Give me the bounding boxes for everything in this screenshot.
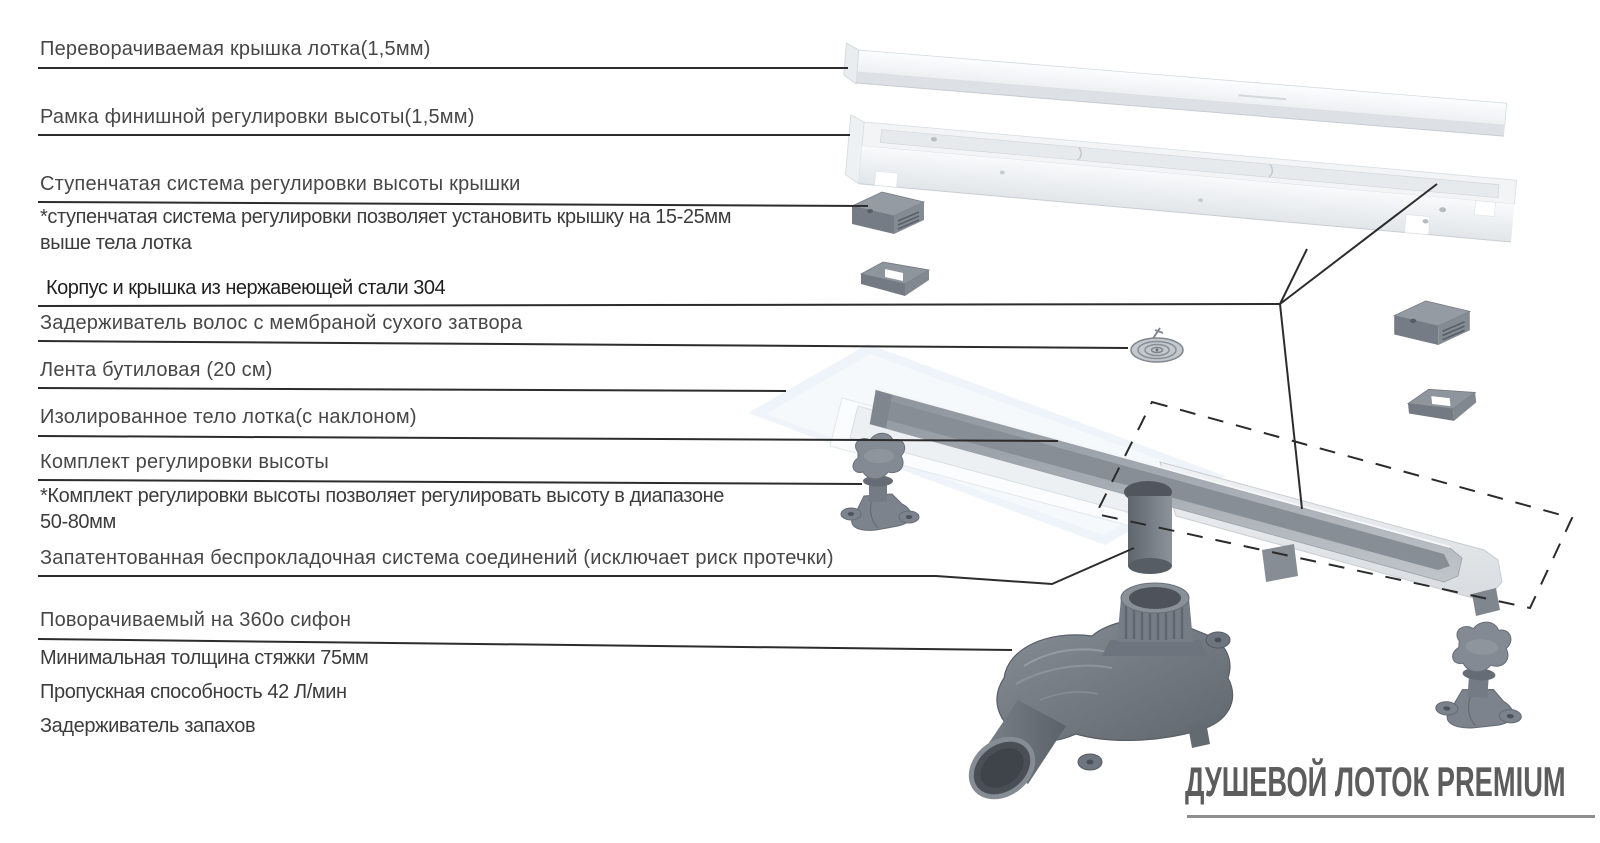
label-finish-frame: Рамка финишной регулировки высоты(1,5мм) xyxy=(40,106,475,128)
adjustment-frame-illustration xyxy=(845,115,1517,242)
label-gasketless-system: Запатентованная беспрокладочная система соединений (исключает риск протечки) xyxy=(40,547,834,569)
step-clip-illustration xyxy=(852,192,924,234)
spec-screed-thickness: Минимальная толщина стяжки 75мм xyxy=(40,647,369,669)
note-height-kit: *Комплект регулировки высоты позволяет регулировать высоту в диапазоне 50-80мм xyxy=(40,485,724,533)
spec-flow-capacity: Пропускная способность 42 Л/мин xyxy=(40,681,347,703)
step-clip-illustration xyxy=(1394,301,1470,345)
label-hair-catcher: Задерживатель волос с мембраной сухого затвора xyxy=(40,312,523,334)
leader-hair-catcher xyxy=(38,341,1128,348)
height-adjustment-foot-illustration xyxy=(1435,619,1528,731)
label-siphon-360: Поворачиваемый на 360о сифон xyxy=(40,609,352,631)
drain-outlet-illustration xyxy=(1124,481,1172,574)
note-step-system: *ступенчатая система регулировки позволяет установить крышку на 15-25мм выше тела лотка xyxy=(40,206,732,254)
label-insulated-body: Изолированное тело лотка(с наклоном) xyxy=(40,406,417,428)
channel-body-illustration xyxy=(870,389,1502,616)
label-height-kit: Комплект регулировки высоты xyxy=(40,451,329,473)
siphon-spec-notes xyxy=(40,641,368,743)
logo-underline xyxy=(1187,815,1595,818)
hair-catcher-illustration xyxy=(1131,328,1183,362)
label-stainless-304: Корпус и крышка из нержавеющей стали 304 xyxy=(46,277,446,299)
drain-cover-illustration xyxy=(843,43,1507,137)
label-butyl-tape: Лента бутиловая (20 см) xyxy=(40,359,273,381)
label-step-system: Ступенчатая система регулировки высоты крышки xyxy=(40,173,521,195)
label-reversible-cover: Переворачиваемая крышка лотка(1,5мм) xyxy=(40,38,431,60)
product-logo-text: ДУШЕВОЙ ЛОТОК PREMIUM xyxy=(1185,758,1566,805)
step-clip-illustration xyxy=(1407,385,1478,426)
product-logo xyxy=(1185,758,1600,806)
step-clip-illustration xyxy=(861,262,929,296)
spec-odor-trap: Задерживатель запахов xyxy=(40,715,256,737)
leader-butyl-tape xyxy=(38,388,786,391)
